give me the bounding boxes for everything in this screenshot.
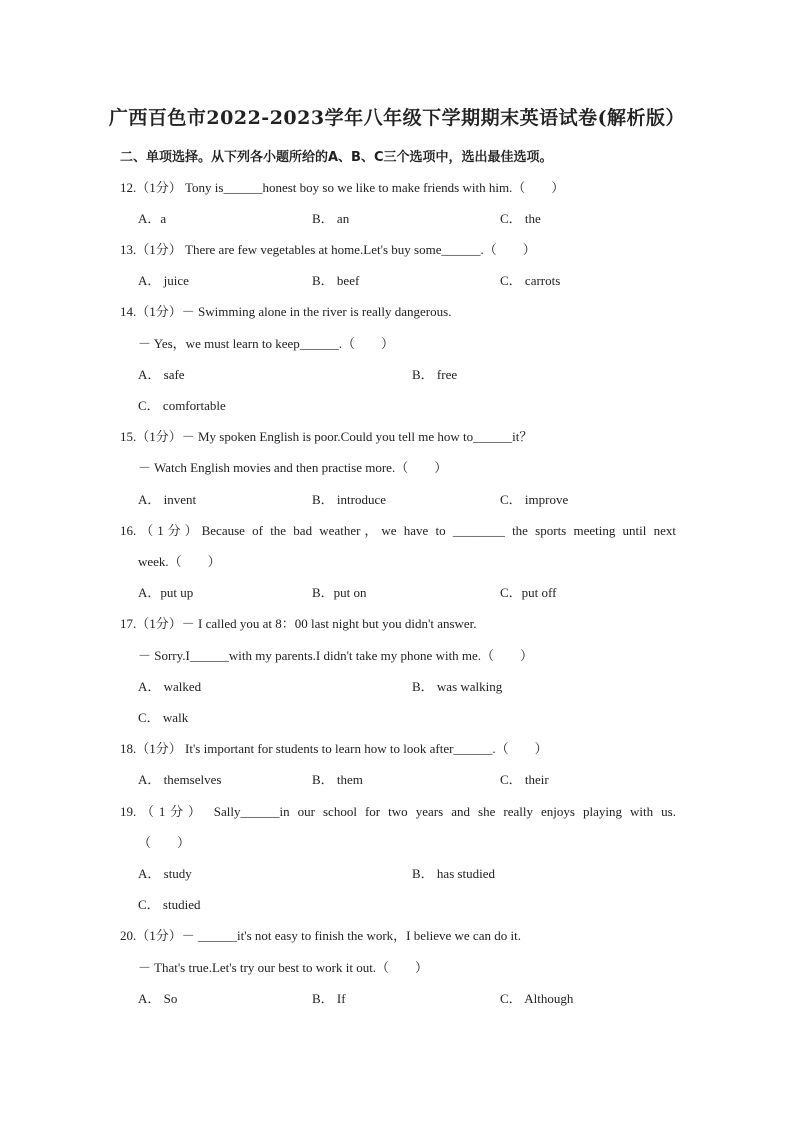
question-17-option-a[interactable]: A． walked: [138, 679, 202, 694]
question-17-option-c[interactable]: C． walk: [138, 710, 189, 725]
question-16-continuation: week.（ ）: [138, 554, 221, 569]
question-16-option-c[interactable]: C．put off: [500, 585, 557, 600]
question-13-option-c[interactable]: C． carrots: [500, 273, 561, 288]
question-14-stem: 14.（1分）－ Swimming alone in the river is really dangerous.: [120, 304, 452, 319]
question-14-reply: － Yes，we must learn to keep______.（ ）: [138, 336, 395, 351]
question-20-option-a[interactable]: A． So: [138, 991, 178, 1006]
page-title: 广西百色市2022-2023学年八年级下学期期末英语试卷(解析版）: [108, 107, 686, 129]
question-16-option-a[interactable]: A．put up: [138, 585, 194, 600]
question-14-option-a[interactable]: A． safe: [138, 367, 185, 382]
question-14-option-c[interactable]: C． comfortable: [138, 398, 226, 413]
question-13-option-b[interactable]: B． beef: [312, 273, 360, 288]
question-19-option-b[interactable]: B． has studied: [412, 866, 496, 881]
question-13-option-a[interactable]: A． juice: [138, 273, 189, 288]
question-20-stem: 20.（1分）－ ______it's not easy to finish the work，I believe we can do it.: [120, 928, 521, 943]
question-18-option-c[interactable]: C． their: [500, 772, 549, 787]
question-15-option-b[interactable]: B． introduce: [312, 492, 387, 507]
question-18-option-b[interactable]: B． them: [312, 772, 363, 787]
question-14-option-b[interactable]: B． free: [412, 367, 458, 382]
question-12-stem: 12.（1分） Tony is______honest boy so we like to make friends with him.（ ）: [120, 180, 565, 195]
question-12-option-a[interactable]: A．a: [138, 211, 167, 226]
question-19-continuation: （ ）: [138, 835, 191, 850]
question-17-stem: 17.（1分）－ I called you at 8：00 last night but you didn't answer.: [120, 616, 477, 631]
question-20-reply: － That's true.Let's try our best to work it out.（ ）: [138, 960, 429, 975]
question-17-reply: － Sorry.I______with my parents.I didn't take my phone with me.（ ）: [138, 648, 534, 663]
question-15-option-c[interactable]: C． improve: [500, 492, 569, 507]
question-20-option-b[interactable]: B． If: [312, 991, 346, 1006]
question-15-stem: 15.（1分）－ My spoken English is poor.Could you tell me how to______it？: [120, 429, 533, 444]
question-17-option-b[interactable]: B． was walking: [412, 679, 503, 694]
question-19-stem: 19.（1分） Sally______in our school for two years and she really enjoys playing with us.: [120, 804, 676, 819]
question-18-stem: 18.（1分） It's important for students to learn how to look after______.（ ）: [120, 741, 548, 756]
question-15-reply: － Watch English movies and then practise more.（ ）: [138, 460, 448, 475]
question-12-option-b[interactable]: B． an: [312, 211, 350, 226]
question-16-stem: 16.（1分）Because of the bad weather，we have to ________ the sports meeting until next: [120, 523, 676, 538]
question-19-option-a[interactable]: A． study: [138, 866, 192, 881]
question-15-option-a[interactable]: A． invent: [138, 492, 197, 507]
question-19-option-c[interactable]: C． studied: [138, 897, 201, 912]
question-16-option-b[interactable]: B．put on: [312, 585, 367, 600]
section-heading: 二、单项选择。从下列各小题所给的A、B、C三个选项中，选出最佳选项。: [120, 150, 553, 165]
question-12-option-c[interactable]: C． the: [500, 211, 541, 226]
question-18-option-a[interactable]: A． themselves: [138, 772, 222, 787]
question-20-option-c[interactable]: C． Although: [500, 991, 574, 1006]
question-13-stem: 13.（1分） There are few vegetables at home.Let's buy some______.（ ）: [120, 242, 536, 257]
